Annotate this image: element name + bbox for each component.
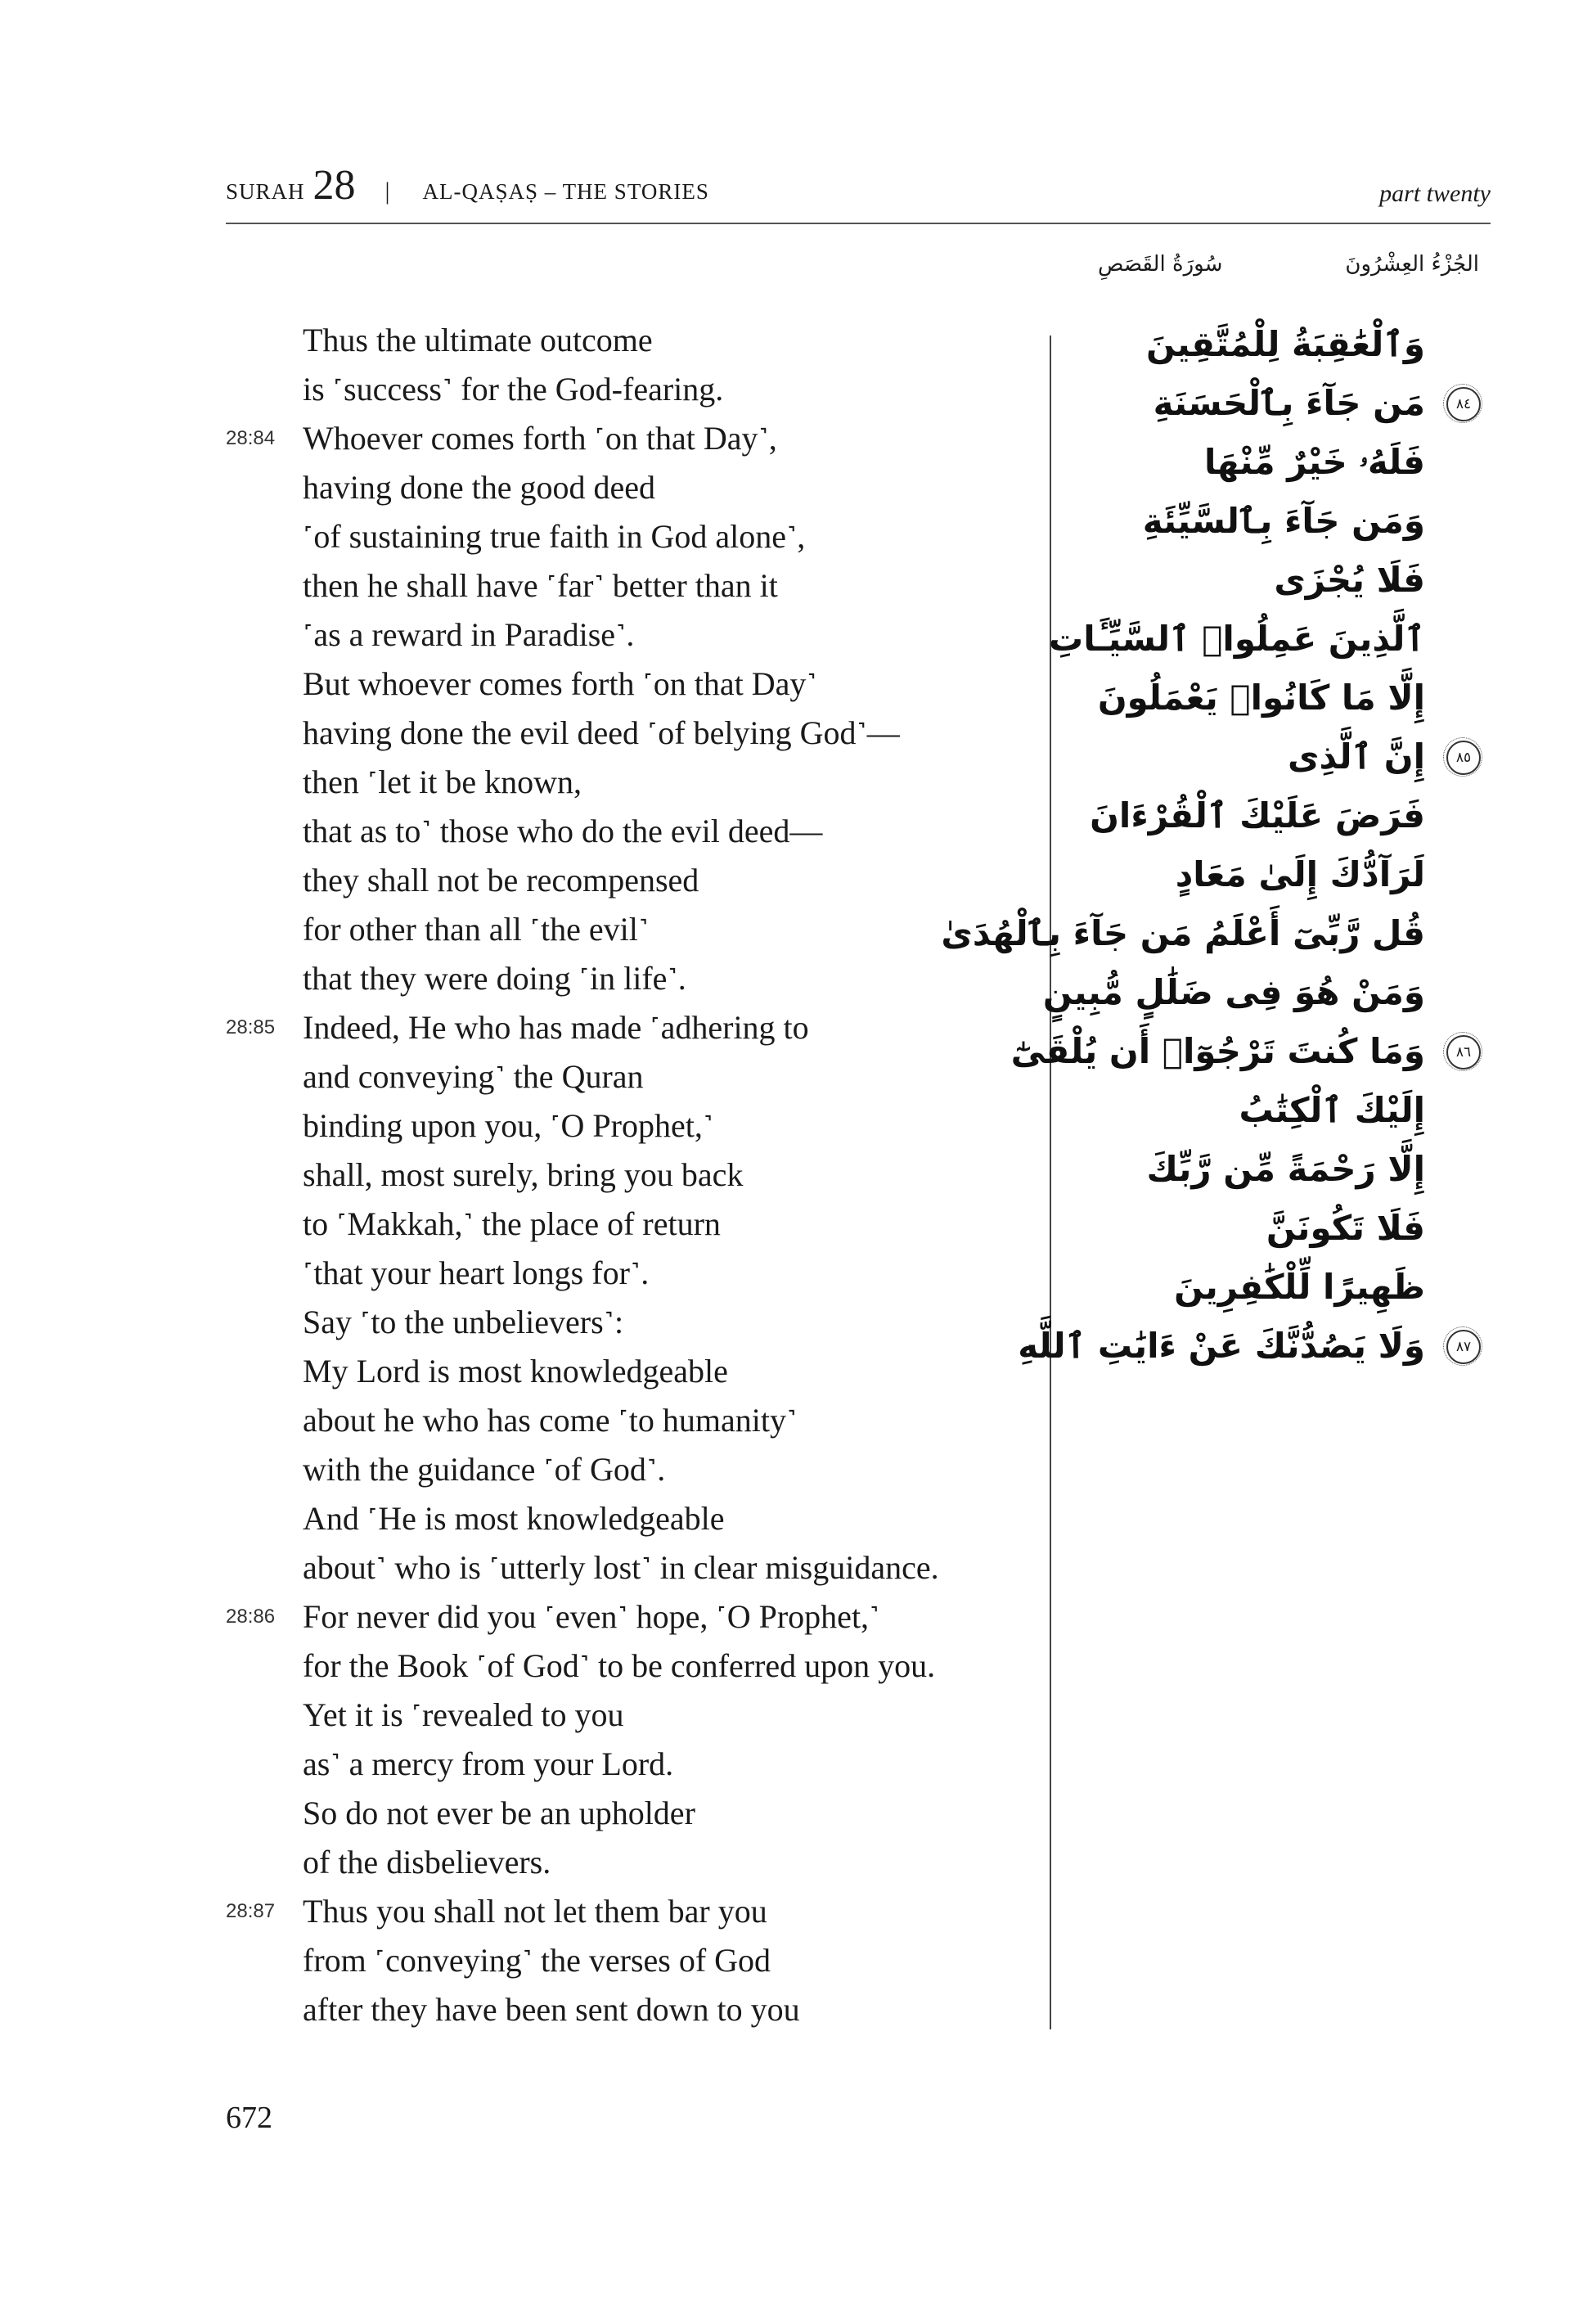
arabic-line: [1064, 551, 1491, 610]
arabic-line: [1064, 374, 1491, 433]
verse-number: 28:87: [226, 1900, 276, 1922]
translation-text: having done the evil deed ˹of belying God˺—: [303, 714, 900, 751]
translation-line: [226, 1200, 1036, 1249]
translation-text: Thus the ultimate outcome: [303, 322, 653, 358]
arabic-line: [1010, 1022, 1491, 1081]
translation-line: [226, 1887, 1036, 1936]
arabic-line: [1064, 786, 1491, 845]
translation-text: So do not ever be an upholder: [303, 1795, 695, 1831]
verse-number: 28:86: [226, 1606, 276, 1628]
translation-text: from ˹conveying˺ the verses of God: [303, 1942, 771, 1979]
arabic-text-column: [941, 315, 1491, 1376]
translation-text: they shall not be recompensed: [303, 862, 699, 899]
surah-label: SURAH: [226, 179, 305, 204]
arabic-part-heading: الجُزْءُ العِشْرُونَ: [1345, 252, 1479, 277]
translation-line: [226, 1936, 1036, 1985]
arabic-line: [941, 904, 1491, 963]
translation-text: about˺ who is ˹utterly lost˺ in clear misguidance.: [303, 1549, 939, 1586]
translation-line: [226, 856, 1036, 905]
translation-line: [226, 905, 1036, 954]
arabic-surah-heading: سُورَةُ القَصَصِ: [1098, 252, 1223, 277]
translation-text: and conveying˺ the Quran: [303, 1058, 644, 1095]
translation-text: then he shall have ˹far˺ better than it: [303, 567, 778, 604]
translation-line: [226, 1052, 1036, 1101]
translation-text: for the Book ˹of God˺ to be conferred upon you.: [303, 1647, 936, 1684]
arabic-text: مَن جَآءَ بِٱلْحَسَنَةِ: [1153, 383, 1425, 423]
translation-line: [226, 1985, 1036, 2034]
translation-line: [226, 1347, 1036, 1396]
arabic-line: [1064, 669, 1491, 727]
translation-line: [226, 610, 1036, 660]
translation-text: as˺ a mercy from your Lord.: [303, 1745, 674, 1782]
translation-line: [226, 1740, 1036, 1789]
translation-line: [226, 660, 1036, 709]
translation-text: Whoever comes forth ˹on that Day˺,: [303, 420, 777, 457]
arabic-text: ظَهِيرًا لِّلْكَٰفِرِينَ: [1174, 1267, 1425, 1307]
translation-text: about he who has come ˹to humanity˺: [303, 1402, 798, 1439]
arabic-line: [1064, 1140, 1491, 1199]
translation-text: ˹of sustaining true faith in God alone˺,: [303, 518, 806, 555]
arabic-line: [1064, 315, 1491, 374]
header-rule: [226, 223, 1491, 224]
translation-line: [226, 709, 1036, 758]
translation-line: [226, 316, 1036, 365]
translation-line: [226, 1396, 1036, 1445]
translation-text: after they have been sent down to you: [303, 1991, 800, 2028]
arabic-text: إِلَّا مَا كَانُوا۟ يَعْمَلُونَ: [1097, 678, 1425, 718]
translation-line: [226, 1003, 1036, 1052]
translation-line: [226, 1838, 1036, 1887]
translation-line: [226, 561, 1036, 610]
arabic-text: وَٱلْعَٰقِبَةُ لِلْمُتَّقِينَ: [1145, 324, 1425, 364]
arabic-text: إِنَّ ٱلَّذِى: [1288, 736, 1425, 777]
translation-line: [226, 807, 1036, 856]
ayah-marker-icon: ٨٤: [1446, 387, 1481, 421]
translation-text: shall, most surely, bring you back: [303, 1156, 744, 1193]
arabic-line: [1064, 1258, 1491, 1317]
translation-line: [226, 512, 1036, 561]
translation-line: [226, 463, 1036, 512]
arabic-line: [1064, 433, 1491, 492]
translation-line: [226, 1445, 1036, 1494]
translation-text: binding upon you, ˹O Prophet,˺: [303, 1107, 714, 1144]
translation-text: ˹that your heart longs for˺.: [303, 1254, 650, 1291]
translation-text: My Lord is most knowledgeable: [303, 1353, 728, 1389]
translation-text: Yet it is ˹revealed to you: [303, 1696, 624, 1733]
translation-text: that they were doing ˹in life˺.: [303, 960, 686, 997]
translation-text: to ˹Makkah,˺ the place of return: [303, 1205, 721, 1242]
arabic-line: [1049, 610, 1491, 669]
translation-text: Thus you shall not let them bar you: [303, 1893, 767, 1930]
arabic-text: وَمَن جَآءَ بِٱلسَّيِّئَةِ: [1142, 501, 1425, 541]
translation-line: [226, 1789, 1036, 1838]
translation-text: But whoever comes forth ˹on that Day˺: [303, 665, 817, 702]
arabic-text: لَرَآدُّكَ إِلَىٰ مَعَادٍ: [1175, 854, 1425, 894]
arabic-text: إِلَيْكَ ٱلْكِتَٰبُ: [1239, 1090, 1425, 1130]
arabic-text: فَلَهُۥ خَيْرٌ مِّنْهَا: [1203, 442, 1425, 482]
translation-line: [226, 1592, 1036, 1642]
translation-line: [226, 758, 1036, 807]
translation-text: of the disbelievers.: [303, 1844, 551, 1880]
ayah-marker-icon: ٨٧: [1446, 1330, 1481, 1364]
translation-text: that as to˺ those who do the evil deed—: [303, 813, 823, 849]
translation-line: [226, 365, 1036, 414]
running-header: [226, 164, 1491, 221]
english-translation-column: [226, 316, 1036, 2034]
arabic-line: [1018, 1317, 1491, 1376]
verse-number: 28:85: [226, 1016, 276, 1038]
translation-line: [226, 1494, 1036, 1543]
translation-text: And ˹He is most knowledgeable: [303, 1500, 725, 1537]
arabic-line: [1064, 727, 1491, 786]
ayah-marker-icon: ٨٦: [1446, 1035, 1481, 1070]
column-divider: [1050, 336, 1051, 2029]
translation-line: [226, 1642, 1036, 1691]
arabic-text: وَلَا يَصُدُّنَّكَ عَنْ ءَايَٰتِ ٱللَّهِ: [1018, 1326, 1425, 1366]
part-label: part twenty: [1379, 180, 1491, 207]
translation-text: For never did you ˹even˺ hope, ˹O Prophet,˺: [303, 1598, 880, 1635]
arabic-line: [1064, 845, 1491, 904]
arabic-text: فَرَضَ عَلَيْكَ ٱلْقُرْءَانَ: [1090, 795, 1425, 835]
header-separator: |: [385, 178, 390, 205]
translation-text: having done the good deed: [303, 469, 655, 506]
arabic-line: [1042, 963, 1491, 1022]
ayah-marker-icon: ٨٥: [1446, 741, 1481, 775]
page-number: 672: [226, 2101, 272, 2135]
arabic-line: [1064, 1081, 1491, 1140]
translation-line: [226, 954, 1036, 1003]
surah-number: 28: [313, 162, 356, 209]
arabic-text: قُل رَّبِّىٓ أَعْلَمُ مَن جَآءَ بِٱلْهُدَىٰ: [941, 913, 1425, 953]
arabic-line: [1064, 1199, 1491, 1258]
translation-text: then ˹let it be known,: [303, 763, 582, 800]
translation-text: Say ˹to the unbelievers˺:: [303, 1304, 624, 1340]
arabic-text: ٱلَّذِينَ عَمِلُوا۟ ٱلسَّيِّـَٔاتِ: [1049, 619, 1425, 659]
surah-name: AL-QAṢAṢ – THE STORIES: [422, 179, 709, 204]
arabic-text: وَمَا كُنتَ تَرْجُوٓا۟ أَن يُلْقَىٰٓ: [1010, 1031, 1425, 1071]
translation-line: [226, 1101, 1036, 1151]
translation-text: for other than all ˹the evil˺: [303, 911, 650, 948]
translation-line: [226, 1543, 1036, 1592]
translation-text: is ˹success˺ for the God-fearing.: [303, 371, 724, 408]
arabic-line: [1064, 492, 1491, 551]
translation-line: [226, 1691, 1036, 1740]
arabic-text: إِلَّا رَحْمَةً مِّن رَّبِّكَ: [1146, 1149, 1425, 1189]
translation-line: [226, 1151, 1036, 1200]
verse-number: 28:84: [226, 427, 276, 449]
translation-line: [226, 1298, 1036, 1347]
translation-text: Indeed, He who has made ˹adhering to: [303, 1009, 809, 1046]
arabic-text: فَلَا يُجْزَى: [1274, 560, 1425, 600]
translation-text: ˹as a reward in Paradise˺.: [303, 616, 635, 653]
arabic-text: فَلَا تَكُونَنَّ: [1266, 1208, 1425, 1248]
arabic-text: وَمَنْ هُوَ فِى ضَلَٰلٍ مُّبِينٍ: [1042, 972, 1425, 1012]
surah-heading: [226, 161, 709, 209]
translation-line: [226, 414, 1036, 463]
translation-text: with the guidance ˹of God˺.: [303, 1451, 666, 1488]
translation-line: [226, 1249, 1036, 1298]
